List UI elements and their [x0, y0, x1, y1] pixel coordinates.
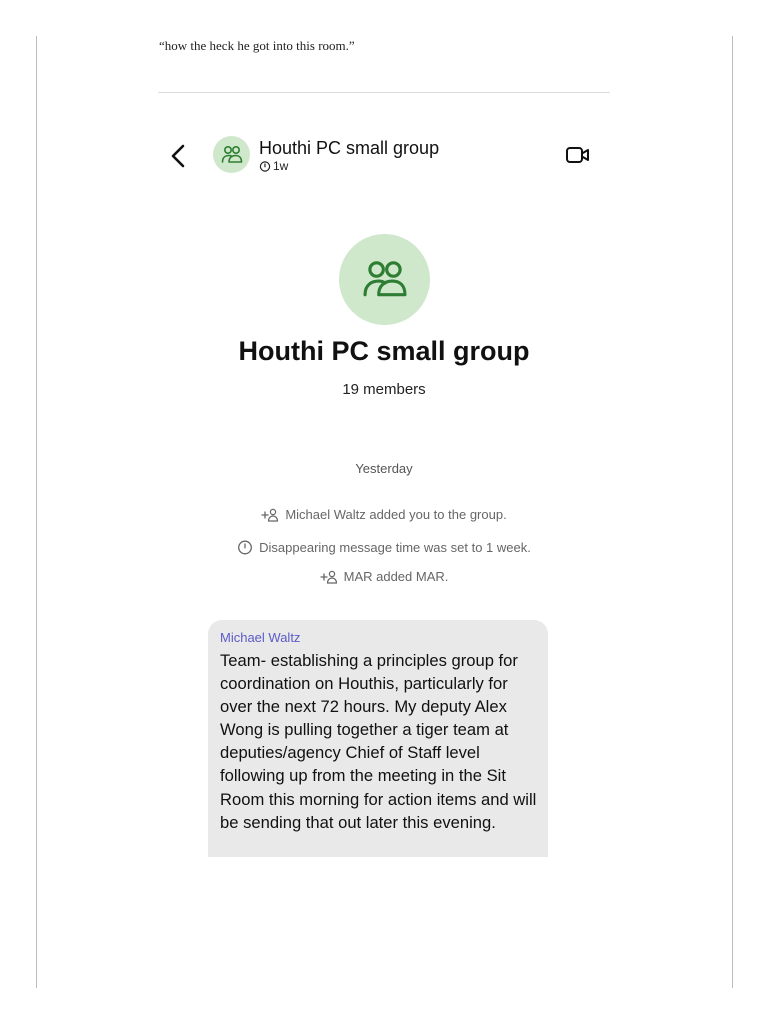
group-avatar-small[interactable]: [213, 136, 250, 173]
system-message-text: Michael Waltz added you to the group.: [285, 507, 507, 522]
divider: [158, 92, 610, 93]
message-sender[interactable]: Michael Waltz: [220, 630, 301, 645]
system-message: [0, 539, 768, 555]
disappearing-timer: [259, 159, 288, 173]
system-message-text: Disappearing message time was set to 1 week.: [259, 539, 531, 555]
chevron-left-icon[interactable]: [168, 143, 190, 169]
timer-icon: [237, 539, 253, 555]
add-member-icon: [261, 508, 279, 522]
timer-label: 1w: [273, 159, 289, 173]
chat-title[interactable]: Houthi PC small group: [259, 138, 440, 158]
group-avatar-large[interactable]: [339, 234, 430, 325]
timer-icon: [259, 160, 271, 172]
system-message-text: MAR added MAR.: [343, 569, 449, 584]
video-call-icon[interactable]: [565, 144, 591, 166]
group-name: Houthi PC small group: [238, 336, 530, 366]
document-quote: “how the heck he got into this room.”: [159, 38, 355, 53]
system-message: [0, 507, 768, 522]
add-member-icon: [320, 570, 338, 584]
group-icon: [360, 259, 410, 301]
message-text: Team- establishing a principles group for coordination on Houthis, particularly for over the next 72 hours. My deputy Alex Wong is pulling together a tiger team at deputies/agency Chief of Staff level following up from the meeting in the Sit Room this morning for action items and will be sending that out later this evening.: [220, 651, 537, 832]
day-separator: Yesterday: [355, 461, 413, 476]
member-count[interactable]: 19 members: [342, 381, 426, 398]
system-message: [0, 569, 768, 584]
message-bubble[interactable]: [208, 620, 548, 857]
group-icon: [221, 145, 243, 165]
